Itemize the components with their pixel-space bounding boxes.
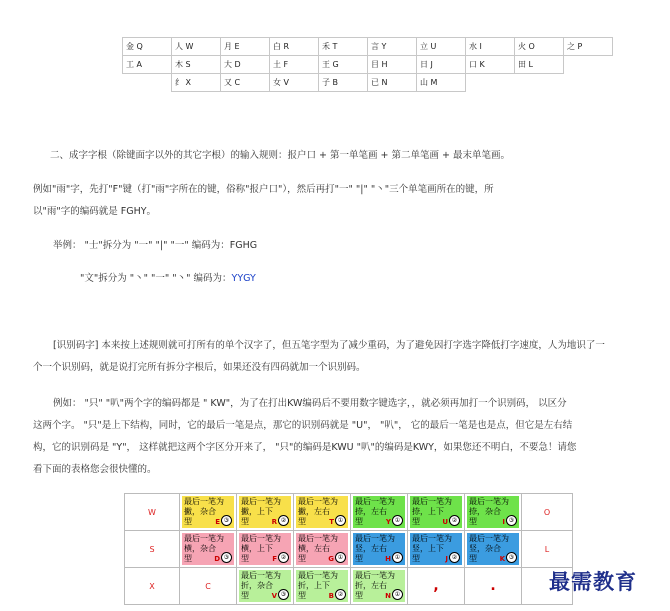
grid-cell-text: 型 [241,591,249,600]
grid-row3-second: C [180,568,237,605]
example-paragraph-line1: 例如"雨"字，先打"F"键（打"雨"字所在的键，俗称"报户口"），然后再打"一" "|" "丶"三个单笔画所在的键，所 [33,184,494,195]
grid-cell-key: F [272,555,277,563]
grid-cell-key: E [215,518,220,526]
grid-cell-key: R [271,518,277,526]
grid-cell [182,496,234,528]
grid-cell-number-icon: ① [335,515,346,526]
grid-cell [239,533,291,565]
key-cell: 水 I [466,38,515,56]
grid-cell-text: 最后一笔为 [298,497,338,506]
grid-cell-text: 捺，左右 [355,507,387,516]
key-cell: 禾 T [319,38,368,56]
grid-punct-comma: , [433,578,439,594]
grid-cell-text: 型 [298,554,306,563]
grid-cell-text: 撇，上下 [241,507,273,516]
grid-cell-number-icon: ③ [278,589,289,600]
grid-cell [353,533,405,565]
key-cell: 已 N [368,74,417,92]
grid-cell-text: 最后一笔为 [469,497,509,506]
grid-cell [353,496,405,528]
grid-cell-key: V [271,592,277,600]
key-cell: 子 B [319,74,368,92]
example-paragraph-line2: 以"雨"字的编码就是 FGHY。 [33,206,157,217]
grid-row2-left: S [125,531,180,568]
grid-cell-text: 最后一笔为 [298,534,338,543]
key-cell: 金 Q [123,38,172,56]
grid-cell-number-icon: ③ [506,552,517,563]
key-cell: 山 M [417,74,466,92]
grid-cell-text: 最后一笔为 [412,534,452,543]
grid-cell-text: 撇，杂合 [184,507,216,516]
watermark-logo: 最需教育 [549,569,637,594]
key-cell [564,56,613,74]
grid-cell-text: 型 [355,554,363,563]
key-root-table [122,37,613,92]
key-cell [515,74,564,92]
key-cell: 工 A [123,56,172,74]
grid-cell [467,496,519,528]
grid-cell-number-icon: ① [335,552,346,563]
grid-cell-key: J [445,555,448,563]
grid-row1-left: W [125,494,180,531]
grid-cell [239,496,291,528]
grid-cell-key: N [385,592,391,600]
grid-cell-key: K [499,555,505,563]
grid-cell-key: Y [385,518,391,526]
grid-cell-key: B [328,592,334,600]
grid-cell [239,570,291,602]
rule-paragraph: 二、成字字根（除键面字以外的其它字根）的输入规则：报户口 + 第一单笔画 + 第二单笔画 + 最末单笔画。 [50,150,510,161]
example-1: 举例： "士"拆分为 "一" "|" "一" 编码为：FGHG [53,240,258,251]
id-code-table [124,493,573,605]
example-2-text: "文"拆分为 "丶" "一" "丶" 编码为： [80,273,232,284]
grid-cell-number-icon: ③ [506,515,517,526]
grid-cell-text: 横，左右 [298,544,330,553]
grid-cell-text: 型 [355,591,363,600]
key-cell: 火 O [515,38,564,56]
key-row [123,74,613,92]
key-cell: 又 C [221,74,270,92]
key-cell: 目 H [368,56,417,74]
grid-punct-period: . [490,578,496,594]
key-cell: 人 W [172,38,221,56]
grid-cell [410,496,462,528]
grid-cell-key: D [214,555,220,563]
grid-cell [182,533,234,565]
grid-cell [410,533,462,565]
grid-cell-key: H [385,555,391,563]
key-cell: 木 S [172,56,221,74]
grid-cell-text: 最后一笔为 [469,534,509,543]
id-example-line3: 构，它的识别码是 "Y"， 这样就把这两个字区分开来了， "只"的编码是KWU "叭"的编码是KWY，如果您还不明白，不要急！请您 [33,442,577,453]
grid-cell-number-icon: ① [392,552,403,563]
grid-cell [353,570,405,602]
grid-cell-number-icon: ② [449,515,460,526]
grid-cell-text: 型 [184,517,192,526]
grid-cell-text: 最后一笔为 [412,497,452,506]
grid-row2-right: L [522,531,573,568]
grid-cell-text: 捺，杂合 [469,507,501,516]
key-cell: 白 R [270,38,319,56]
grid-cell-key: U [442,518,448,526]
grid-cell-text: 折，杂合 [241,581,273,590]
grid-cell-text: 型 [298,591,306,600]
key-cell: 土 F [270,56,319,74]
grid-cell-text: 最后一笔为 [241,534,281,543]
grid-cell-text: 最后一笔为 [241,497,281,506]
key-cell [564,74,613,92]
key-row [123,38,613,56]
id-code-paragraph-line2: 个一个识别码，就是说打完所有拆分字根后，如果还没有四码就加一个识别码。 [33,362,366,373]
key-cell: 日 J [417,56,466,74]
grid-cell-text: 撇，左右 [298,507,330,516]
grid-cell-text: 型 [469,517,477,526]
key-cell [123,74,172,92]
grid-cell-text: 型 [412,554,420,563]
grid-cell [296,496,348,528]
grid-cell-text: 最后一笔为 [184,497,224,506]
grid-cell-text: 捺，上下 [412,507,444,516]
grid-cell-text: 最后一笔为 [241,571,281,580]
grid-cell-text: 型 [298,517,306,526]
grid-cell-text: 型 [355,517,363,526]
key-cell: 田 L [515,56,564,74]
grid-cell-number-icon: ① [392,515,403,526]
grid-cell-number-icon: ② [278,515,289,526]
id-example-line2: 这两个字。 "只"是上下结构，同时，它的最后一笔是点，那它的识别码就是 "U"， "叭"， 它的最后一笔是也是点，但它是左右结 [33,420,573,431]
example-2-code: YYGY [231,273,256,284]
grid-cell-text: 型 [184,554,192,563]
key-cell [466,74,515,92]
grid-cell [467,533,519,565]
grid-cell [296,570,348,602]
grid-cell-key: I [502,518,505,526]
grid-row3-left: X [125,568,180,605]
grid-cell-text: 横，上下 [241,544,273,553]
grid-cell-text: 型 [241,517,249,526]
grid-cell-text: 横，杂合 [184,544,216,553]
grid-cell-text: 折，上下 [298,581,330,590]
key-cell: 之 P [564,38,613,56]
grid-row1-right: O [522,494,573,531]
key-cell: 大 D [221,56,270,74]
grid-cell-key: G [328,555,334,563]
id-example-line1: 例如： "只" "叭"两个字的编码都是 " KW"，为了在打出KW编码后不要用数字键选字，，就必须再加打一个识别码， 以区分 [53,398,567,409]
grid-cell-text: 型 [469,554,477,563]
key-row [123,56,613,74]
grid-cell-text: 最后一笔为 [184,534,224,543]
grid-cell-text: 竖，左右 [355,544,387,553]
key-cell: 口 K [466,56,515,74]
grid-cell-text: 折，左右 [355,581,387,590]
grid-cell-text: 最后一笔为 [355,497,395,506]
key-cell: 王 G [319,56,368,74]
grid-cell-number-icon: ③ [221,552,232,563]
key-cell: 月 E [221,38,270,56]
key-cell: 女 V [270,74,319,92]
grid-cell-number-icon: ③ [221,515,232,526]
grid-cell-text: 型 [412,517,420,526]
example-2 [80,272,256,285]
grid-cell-text: 竖，杂合 [469,544,501,553]
grid-cell-text: 型 [241,554,249,563]
id-example-line4: 看下面的表格您会很快懂的。 [33,464,157,475]
grid-cell-key: T [329,518,334,526]
grid-cell-text: 最后一笔为 [355,534,395,543]
grid-cell-text: 最后一笔为 [355,571,395,580]
id-code-paragraph-line1: [识别码字] 本来按上述规则就可打所有的单个汉字了，但五笔字型为了减少重码，为了避免因打字选字降低打字速度，人为地识了一 [53,340,605,351]
key-cell: 立 U [417,38,466,56]
grid-cell-number-icon: ① [392,589,403,600]
grid-cell-text: 竖，上下 [412,544,444,553]
grid-cell-number-icon: ② [335,589,346,600]
key-cell: 纟 X [172,74,221,92]
grid-cell-number-icon: ② [278,552,289,563]
key-cell: 言 Y [368,38,417,56]
grid-cell-number-icon: ② [449,552,460,563]
grid-cell [296,533,348,565]
grid-cell-text: 最后一笔为 [298,571,338,580]
